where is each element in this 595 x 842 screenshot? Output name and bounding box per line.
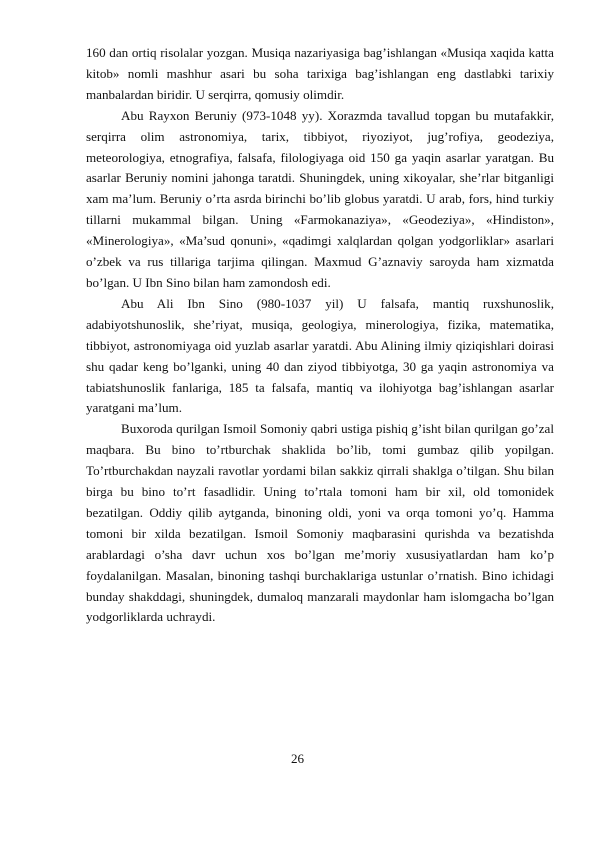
paragraph-ibn-sino: Abu Ali Ibn Sino (980-1037 yil) U falsafa, mantiq ruxshunoslik, adabiyotshunoslik, she’riyat, musiqa, geologiya, minerologiya, fizika, matematika, tibbiyot, astronomiyaga oid yuzlab asarlar yaratdi. Abu Alining ilmiy qiziqishlari doirasi shu qadar keng bo’lganki, uning 40 dan ziyod tibbiyotga, 30 ga yaqin astronomiya va tabiatshunoslik fanlariga, 185 ta falsafa, mantiq va ilohiyotga bag’ishlangan asarlar yaratgani ma’lum. <box>86 295 554 416</box>
paragraph-risolalar: 160 dan ortiq risolalar yozgan. Musiqa nazariyasiga bag’ishlangan «Musiqa xaqida katta kitob» nomli mashhur asari bu soha tarixiga bag’ishlangan eng dastlabki tarixiy manbalardan biridir. U serqirra, qomusiy olimdir. <box>86 45 554 102</box>
paragraph-beruniy: Abu Rayxon Beruniy (973-1048 yy). Xorazmda tavallud topgan bu mutafakkir, serqirra olim astronomiya, tarix, tibbiyot, riyoziyot, jug’rofiya, geodeziya, meteorologiya, etnografiya, falsafa, filologiyaga oid 150 ga yaqin asarlar yaratgan. Bu asarlar Beruniy nomini jahonga taratdi. Shuningdek, uning xikoyalar, she’rlar bitganligi xam ma’lum. Beruniy o’rta asrda birinchi bo’lib globus yaratdi. U arab, fors, hind turkiy tillarni mukammal bilgan. Uning «Farmokanaziya», «Geodeziya», «Hindiston», «Minerologiya», «Ma’sud qonuni», «qadimgi xalqlardan qolgan yodgorliklar» asarlari o’zbek va rus tillariga tarjima qilingan. Maxmud G’aznaviy saroyda ham xizmatda bo’lgan. U Ibn Sino bilan ham zamondosh edi. <box>86 107 554 290</box>
paragraph-somoniy-maqbarasi: Buxoroda qurilgan Ismoil Somoniy qabri ustiga pishiq g’isht bilan qurilgan go’zal maqbara. Bu bino to’rtburchak shaklida bo’lib, tomi gumbaz qilib yopilgan. To’rtburchakdan nayzali ravotlar yordami bilan sakkiz qirrali shaklga o’tilgan. Shu bilan birga bu bino to’rt fasadlidir. Uning to’rtala tomoni ham bir xil, old tomonidek bezatilgan. Oddiy qilib aytganda, binoning oldi, yoni va orqa tomoni yo’q. Hamma tomoni bir xilda bezatilgan. Ismoil Somoniy maqbarasini qurishda va bezatishda arablardagi o’sha davr uchun xos bo’lgan me’moriy xususiyatlardan ham ko’p foydalanilgan. Masalan, binoning tashqi burchaklariga ustunlar o’rnatish. Bino ichidagi bunday shakddagi, shuningdek, dumaloq manzarali maydonlar ham islomgacha bo’lgan yodgorliklarda uchraydi. <box>86 421 554 625</box>
document-body <box>86 43 554 628</box>
page-number: 26 <box>290 751 305 766</box>
